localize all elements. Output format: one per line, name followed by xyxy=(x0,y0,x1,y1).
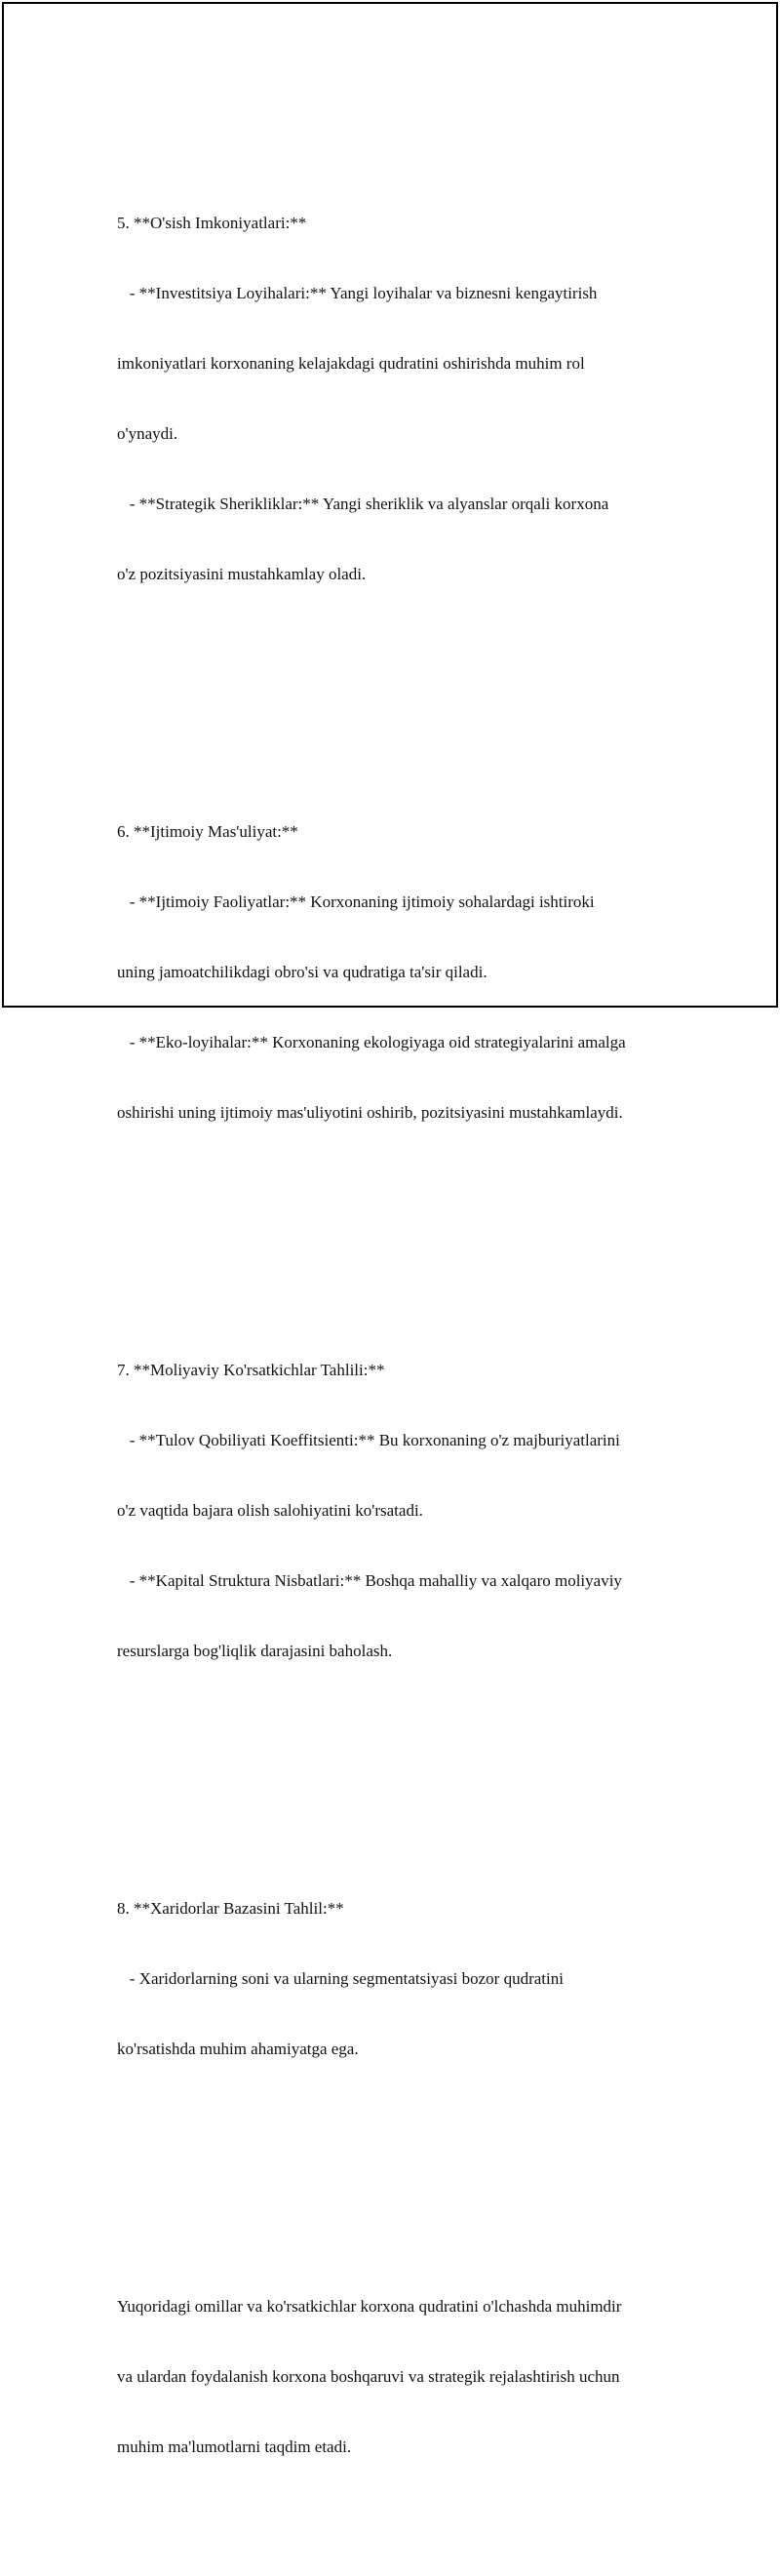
section-8 xyxy=(117,1850,702,2108)
document-body xyxy=(117,95,702,2576)
conclusion-paragraph xyxy=(117,2248,702,2506)
paragraph-gap xyxy=(117,680,702,703)
section-heading: 6. **Ijtimoiy Mas'uliyat:** xyxy=(117,822,298,841)
paragraph-gap xyxy=(117,2155,702,2178)
list-item-line: oshirishi uning ijtimoiy mas'uliyotini oshirib, pozitsiyasini mustahkamlaydi. xyxy=(117,1103,623,1122)
document-page xyxy=(2,2,778,2456)
list-item-line: - **Kapital Struktura Nisbatlari:** Boshqa mahalliy va xalqaro moliyaviy xyxy=(117,1571,622,1590)
conclusion-line: muhim ma'lumotlarni taqdim etadi. xyxy=(117,2437,352,2456)
paragraph-gap xyxy=(117,1218,702,1242)
list-item-line: - **Eko-loyihalar:** Korxonaning ekologiyaga oid strategiyalarini amalga xyxy=(117,1033,626,1051)
list-item-line: - **Strategik Sherikliklar:** Yangi sheriklik va alyanslar orqali korxona xyxy=(117,495,609,513)
paragraph-gap xyxy=(117,1757,702,1780)
conclusion-line: Yuqoridagi omillar va ko'rsatkichlar korxona qudratini o'lchashda muhimdir xyxy=(117,2297,622,2316)
list-item-line: ko'rsatishda muhim ahamiyatga ega. xyxy=(117,2040,359,2058)
list-item-line: - **Tulov Qobiliyati Koeffitsienti:** Bu korxonaning o'z majburiyatlarini xyxy=(117,1431,620,1449)
section-5 xyxy=(117,165,702,633)
list-item-line: o'z pozitsiyasini mustahkamlay oladi. xyxy=(117,565,367,583)
conclusion-line: va ulardan foydalanish korxona boshqaruvi va strategik rejalashtirish uchun xyxy=(117,2367,620,2386)
list-item-line: - **Ijtimoiy Faoliyatlar:** Korxonaning ijtimoiy sohalardagi ishtiroki xyxy=(117,892,595,911)
list-item-line: o'ynaydi. xyxy=(117,424,178,443)
list-item-line: o'z vaqtida bajara olish salohiyatini ko'rsatadi. xyxy=(117,1501,423,1520)
section-6 xyxy=(117,773,702,1171)
list-item-line: - Xaridorlarning soni va ularning segmentatsiyasi bozor qudratini xyxy=(117,1969,564,1988)
section-heading: 8. **Xaridorlar Bazasini Tahlil:** xyxy=(117,1899,344,1918)
section-7 xyxy=(117,1312,702,1710)
section-heading: 5. **O'sish Imkoniyatlari:** xyxy=(117,214,307,232)
list-item-line: resurslarga bog'liqlik darajasini baholash. xyxy=(117,1642,393,1660)
list-item-line: imkoniyatlari korxonaning kelajakdagi qudratini oshirishda muhim rol xyxy=(117,354,585,373)
list-item-line: - **Investitsiya Loyihalari:** Yangi loyihalar va biznesni kengaytirish xyxy=(117,284,598,302)
list-item-line: uning jamoatchilikdagi obro'si va qudratiga ta'sir qiladi. xyxy=(117,963,488,981)
section-heading: 7. **Moliyaviy Ko'rsatkichlar Tahlili:** xyxy=(117,1361,385,1379)
